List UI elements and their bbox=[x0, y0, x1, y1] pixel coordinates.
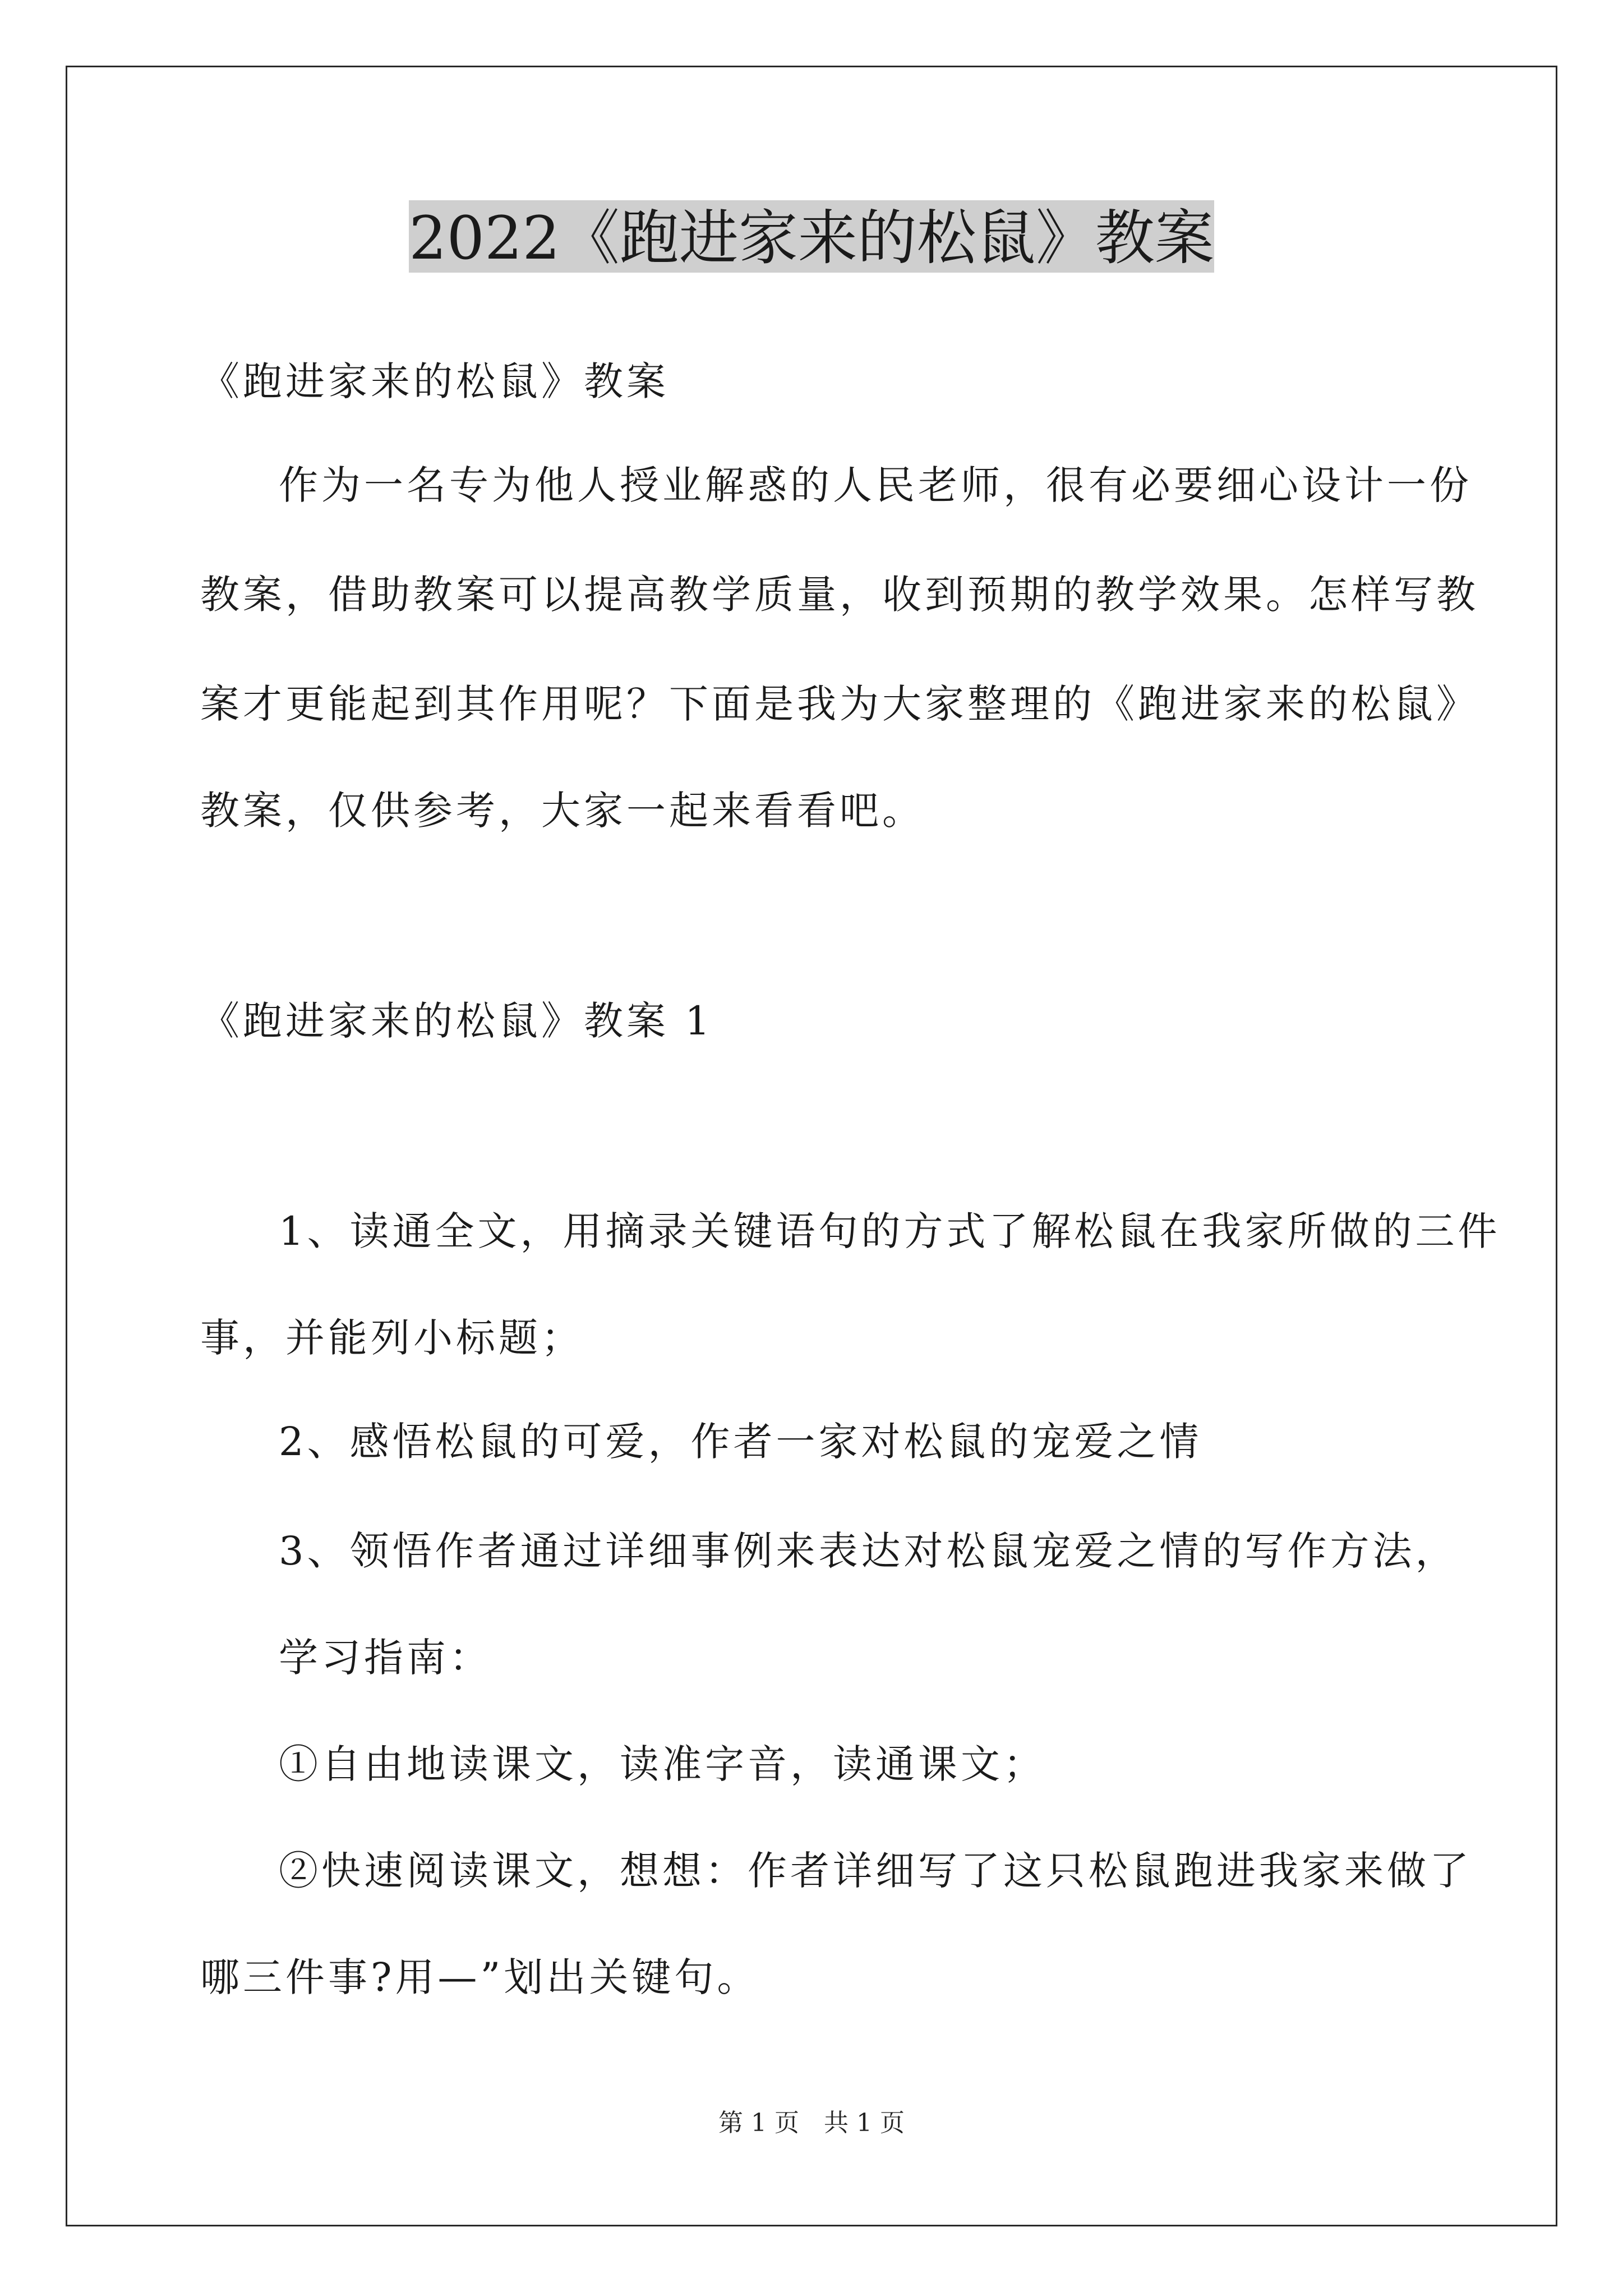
intro-line: 作为一名专为他人授业解惑的人民老师，很有必要细心设计一份 bbox=[279, 462, 1472, 508]
intro-line: 教案，借助教案可以提高教学质量，收到预期的教学效果。怎样写教 bbox=[200, 572, 1479, 618]
body-line: 事，并能列小标题； bbox=[200, 1315, 584, 1361]
document-title-text: 2022《跑进家来的松鼠》教案 bbox=[409, 200, 1214, 273]
document-title bbox=[0, 196, 1623, 280]
body-line: 2、感悟松鼠的可爱，作者一家对松鼠的宠爱之情 bbox=[279, 1419, 1202, 1465]
intro-line: 教案，仅供参考，大家一起来看看吧。 bbox=[200, 788, 925, 834]
body-line: ①自由地读课文，读准字音，读通课文； bbox=[279, 1741, 1046, 1787]
document-subtitle: 《跑进家来的松鼠》教案 bbox=[200, 358, 669, 404]
intro-line: 案才更能起到其作用呢？下面是我为大家整理的《跑进家来的松鼠》 bbox=[200, 681, 1479, 727]
body-line: 哪三件事?用—”划出关键句。 bbox=[200, 1954, 760, 2000]
section-heading: 《跑进家来的松鼠》教案 1 bbox=[200, 998, 713, 1044]
body-line: 1、读通全文，用摘录关键语句的方式了解松鼠在我家所做的三件 bbox=[279, 1208, 1501, 1254]
body-line: 学习指南： bbox=[279, 1635, 492, 1681]
page-footer: 第 1 页 共 1 页 bbox=[718, 2109, 905, 2137]
body-line: ②快速阅读课文，想想：作者详细写了这只松鼠跑进我家来做了 bbox=[279, 1848, 1472, 1894]
body-line: 3、领悟作者通过详细事例来表达对松鼠宠爱之情的写作方法， bbox=[279, 1528, 1458, 1574]
